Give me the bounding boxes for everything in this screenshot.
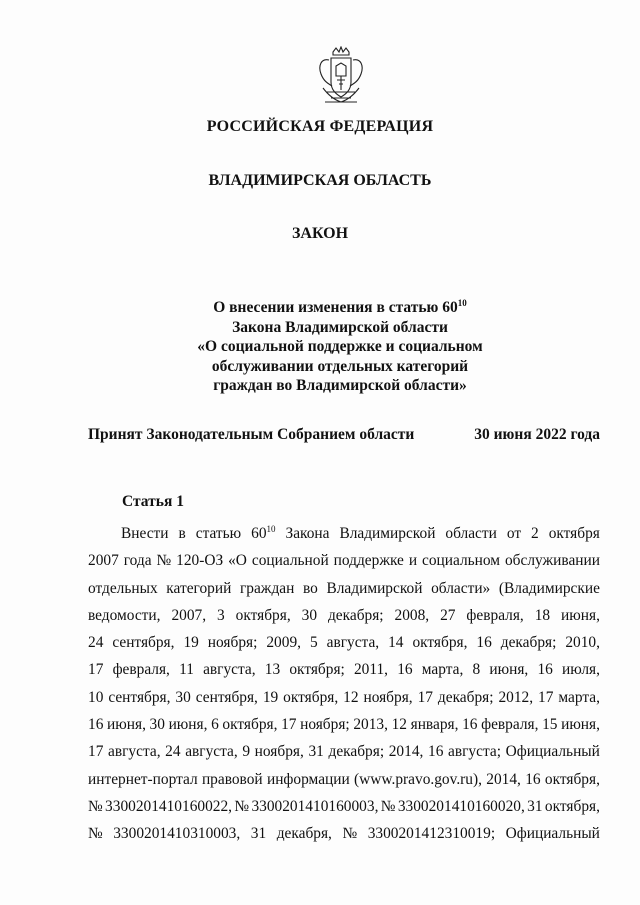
article-word: сентября, (108, 688, 171, 706)
article-word: Владимирской (326, 579, 423, 597)
article-word: марта, (558, 688, 600, 706)
law-title (170, 298, 510, 396)
article-word: № (88, 797, 103, 815)
article-word: области» (431, 579, 491, 597)
article-word: июня, (107, 716, 146, 734)
article-word: статью (195, 525, 242, 542)
article-word: года (123, 552, 152, 570)
article-word: декабря; (328, 743, 385, 761)
country-heading: РОССИЙСКАЯ ФЕДЕРАЦИЯ (206, 118, 434, 135)
article-word: 19 (183, 634, 199, 652)
article-word: 12 (391, 716, 407, 734)
article-word: Внести (121, 525, 169, 542)
article-word: Официальный (505, 743, 600, 761)
law-title-line4: обслуживании отдельных категорий (211, 357, 469, 375)
article-word: сентября, (112, 634, 175, 652)
adopted-by: Принят Законодательным Собранием области (88, 426, 415, 443)
article-word: декабря, (276, 825, 332, 843)
article-word: «О (228, 552, 247, 570)
article-word: интернет-портал (88, 770, 198, 788)
article-word: 3300201410160003, (251, 797, 379, 815)
article-word: 2012, (498, 688, 534, 706)
article-word: августа, (185, 743, 238, 761)
article-word: 17 (88, 743, 104, 761)
article-text-line (88, 656, 600, 683)
adoption-date: 30 июня 2022 года (474, 426, 600, 443)
law-title-superscript: 10 (457, 298, 467, 308)
article-word: 120-ОЗ (176, 552, 224, 570)
article-word: 24 (165, 743, 181, 761)
article-text-line (88, 820, 600, 847)
article-word: 16 (525, 770, 541, 788)
article-word: № (234, 797, 250, 815)
article-word: ноября, (254, 743, 304, 761)
article-word: 17 (281, 716, 297, 734)
article-word: ноября; (207, 634, 258, 652)
article-word: 13 (264, 661, 281, 679)
law-title-line (170, 298, 510, 318)
article-word: октября, (283, 688, 339, 706)
article-word: № (342, 825, 358, 843)
article-word: октября, (544, 797, 600, 815)
article-word: 16 (428, 743, 444, 761)
article-word: июня, (561, 606, 600, 624)
article-word: июня, (561, 716, 600, 734)
article-heading: Статья 1 (122, 493, 184, 510)
article-word: 3300201410160022, (105, 797, 233, 815)
article-word: октября, (412, 634, 468, 652)
article-word: Владимирской (339, 525, 436, 542)
article-word: № (156, 552, 172, 570)
article-word: 31 (308, 743, 324, 761)
article-word: августа, (326, 634, 380, 652)
article-word: 9 (242, 743, 251, 761)
article-word: 2 (531, 525, 539, 542)
article-word: 2007 (88, 552, 119, 570)
adoption-line (88, 426, 600, 444)
article-word: 2014, (388, 743, 424, 761)
article-word: 10 (88, 688, 104, 706)
article-word: октября; (289, 661, 345, 679)
article-word: категорий (166, 579, 232, 597)
article-text-line (88, 575, 600, 602)
article-word: 30 (175, 688, 191, 706)
article-word: 2013, (353, 716, 388, 734)
article-word: февраля, (481, 716, 539, 734)
article-word: 2009, (266, 634, 301, 652)
article-word: декабря; (437, 688, 494, 706)
article-word: 14 (388, 634, 404, 652)
article-word: во (302, 579, 318, 597)
article-word: ведомости, (88, 606, 161, 624)
article-word: (Владимирские (498, 579, 600, 597)
article-word: октября, (235, 606, 291, 624)
article-word: 2008, (394, 606, 430, 624)
article-word: 3300201412310019; (367, 825, 496, 843)
article-text-line (88, 602, 600, 629)
article-word: 2011, (353, 661, 389, 679)
law-title-line2: Закона Владимирской области (232, 318, 448, 336)
article-word: социальном (422, 552, 501, 570)
article-word: ноября, (363, 688, 413, 706)
article-word: и (408, 552, 418, 570)
law-title-line5: граждан во Владимирской области» (213, 377, 467, 394)
article-word: 3 (217, 606, 225, 624)
article-word: 12 (343, 688, 359, 706)
article-word: поддержке (333, 552, 404, 570)
article-word: 16 (88, 716, 104, 734)
article-word: июня, (489, 661, 529, 679)
article-word: 5 (309, 634, 318, 652)
article-word: от (506, 525, 522, 542)
article-word: ноября; (300, 716, 350, 734)
article-word: (www.pravo.gov.ru), (354, 770, 482, 788)
article-word: 2007, (171, 606, 207, 624)
article-word: июля, (562, 661, 600, 679)
article-word: 15 (542, 716, 558, 734)
law-title-line3: «О социальной поддержке и социальном (197, 338, 483, 355)
article-word: $60^{10}$ (251, 524, 276, 542)
article-word: Официальный (505, 825, 600, 843)
article-word: 16 (462, 716, 478, 734)
article-body (88, 520, 600, 848)
region-heading: ВЛАДИМИРСКАЯ ОБЛАСТЬ (208, 172, 432, 189)
article-text-line (88, 629, 600, 656)
article-word: октября (548, 525, 600, 542)
article-word: сентября, (195, 688, 258, 706)
article-word: Закона (285, 525, 330, 542)
article-word: 27 (440, 606, 456, 624)
coat-of-arms-icon (315, 46, 367, 108)
article-word: августа, (203, 661, 256, 679)
article-word: июня, (168, 716, 208, 734)
article-word: 11 (179, 661, 194, 679)
article-word: 17 (538, 688, 554, 706)
article-word: обслуживании (504, 552, 600, 570)
article-word: марта, (421, 661, 464, 679)
article-word: области (445, 525, 497, 542)
article-word: 8 (472, 661, 481, 679)
article-word: 3300201410160020, (397, 797, 525, 815)
article-word: № (380, 797, 396, 815)
article-word: 18 (534, 606, 551, 624)
article-word: 30 (149, 716, 165, 734)
article-word: социальной (251, 552, 329, 570)
article-word: 2014, (486, 770, 521, 788)
article-text-line (88, 520, 600, 547)
article-superscript: 10 (266, 524, 276, 534)
article-word: правовой (201, 770, 263, 788)
article-text-line (88, 793, 600, 820)
article-word: августа, (108, 743, 161, 761)
article-text-line (88, 738, 600, 765)
article-text-line (88, 766, 600, 793)
article-word: 31 (250, 825, 267, 843)
law-title-line1: О внесении изменения в статью 60 (213, 299, 458, 316)
article-word: 19 (262, 688, 279, 706)
article-text-line (88, 684, 600, 711)
article-word: 17 (88, 661, 104, 679)
document-type-heading: ЗАКОН (291, 225, 349, 242)
article-word: 3300201410310003, (113, 825, 241, 843)
article-word: августа; (448, 743, 501, 761)
article-word: 6 (211, 716, 219, 734)
article-word: января, (410, 716, 459, 734)
article-word: 16 (397, 661, 413, 679)
article-word: 31 (527, 797, 543, 815)
article-word: декабря; (500, 634, 557, 652)
article-word: 17 (417, 688, 433, 706)
article-text-line (88, 547, 600, 574)
article-word: 24 (88, 634, 104, 652)
article-text-line (88, 711, 600, 738)
article-word: 16 (537, 661, 553, 679)
article-word: октября, (544, 770, 600, 788)
article-word: 2010, (565, 634, 600, 652)
article-word: № (88, 825, 103, 843)
article-word: граждан (239, 579, 295, 597)
article-word: декабря; (327, 606, 384, 624)
article-word: февраля, (112, 661, 170, 679)
article-word: 30 (301, 606, 318, 624)
article-word: октября, (222, 716, 278, 734)
article-word: отдельных (88, 579, 158, 597)
article-word: 16 (476, 634, 492, 652)
article-word: в (178, 525, 186, 542)
article-word: информации (266, 770, 350, 788)
article-word: февраля, (466, 606, 524, 624)
